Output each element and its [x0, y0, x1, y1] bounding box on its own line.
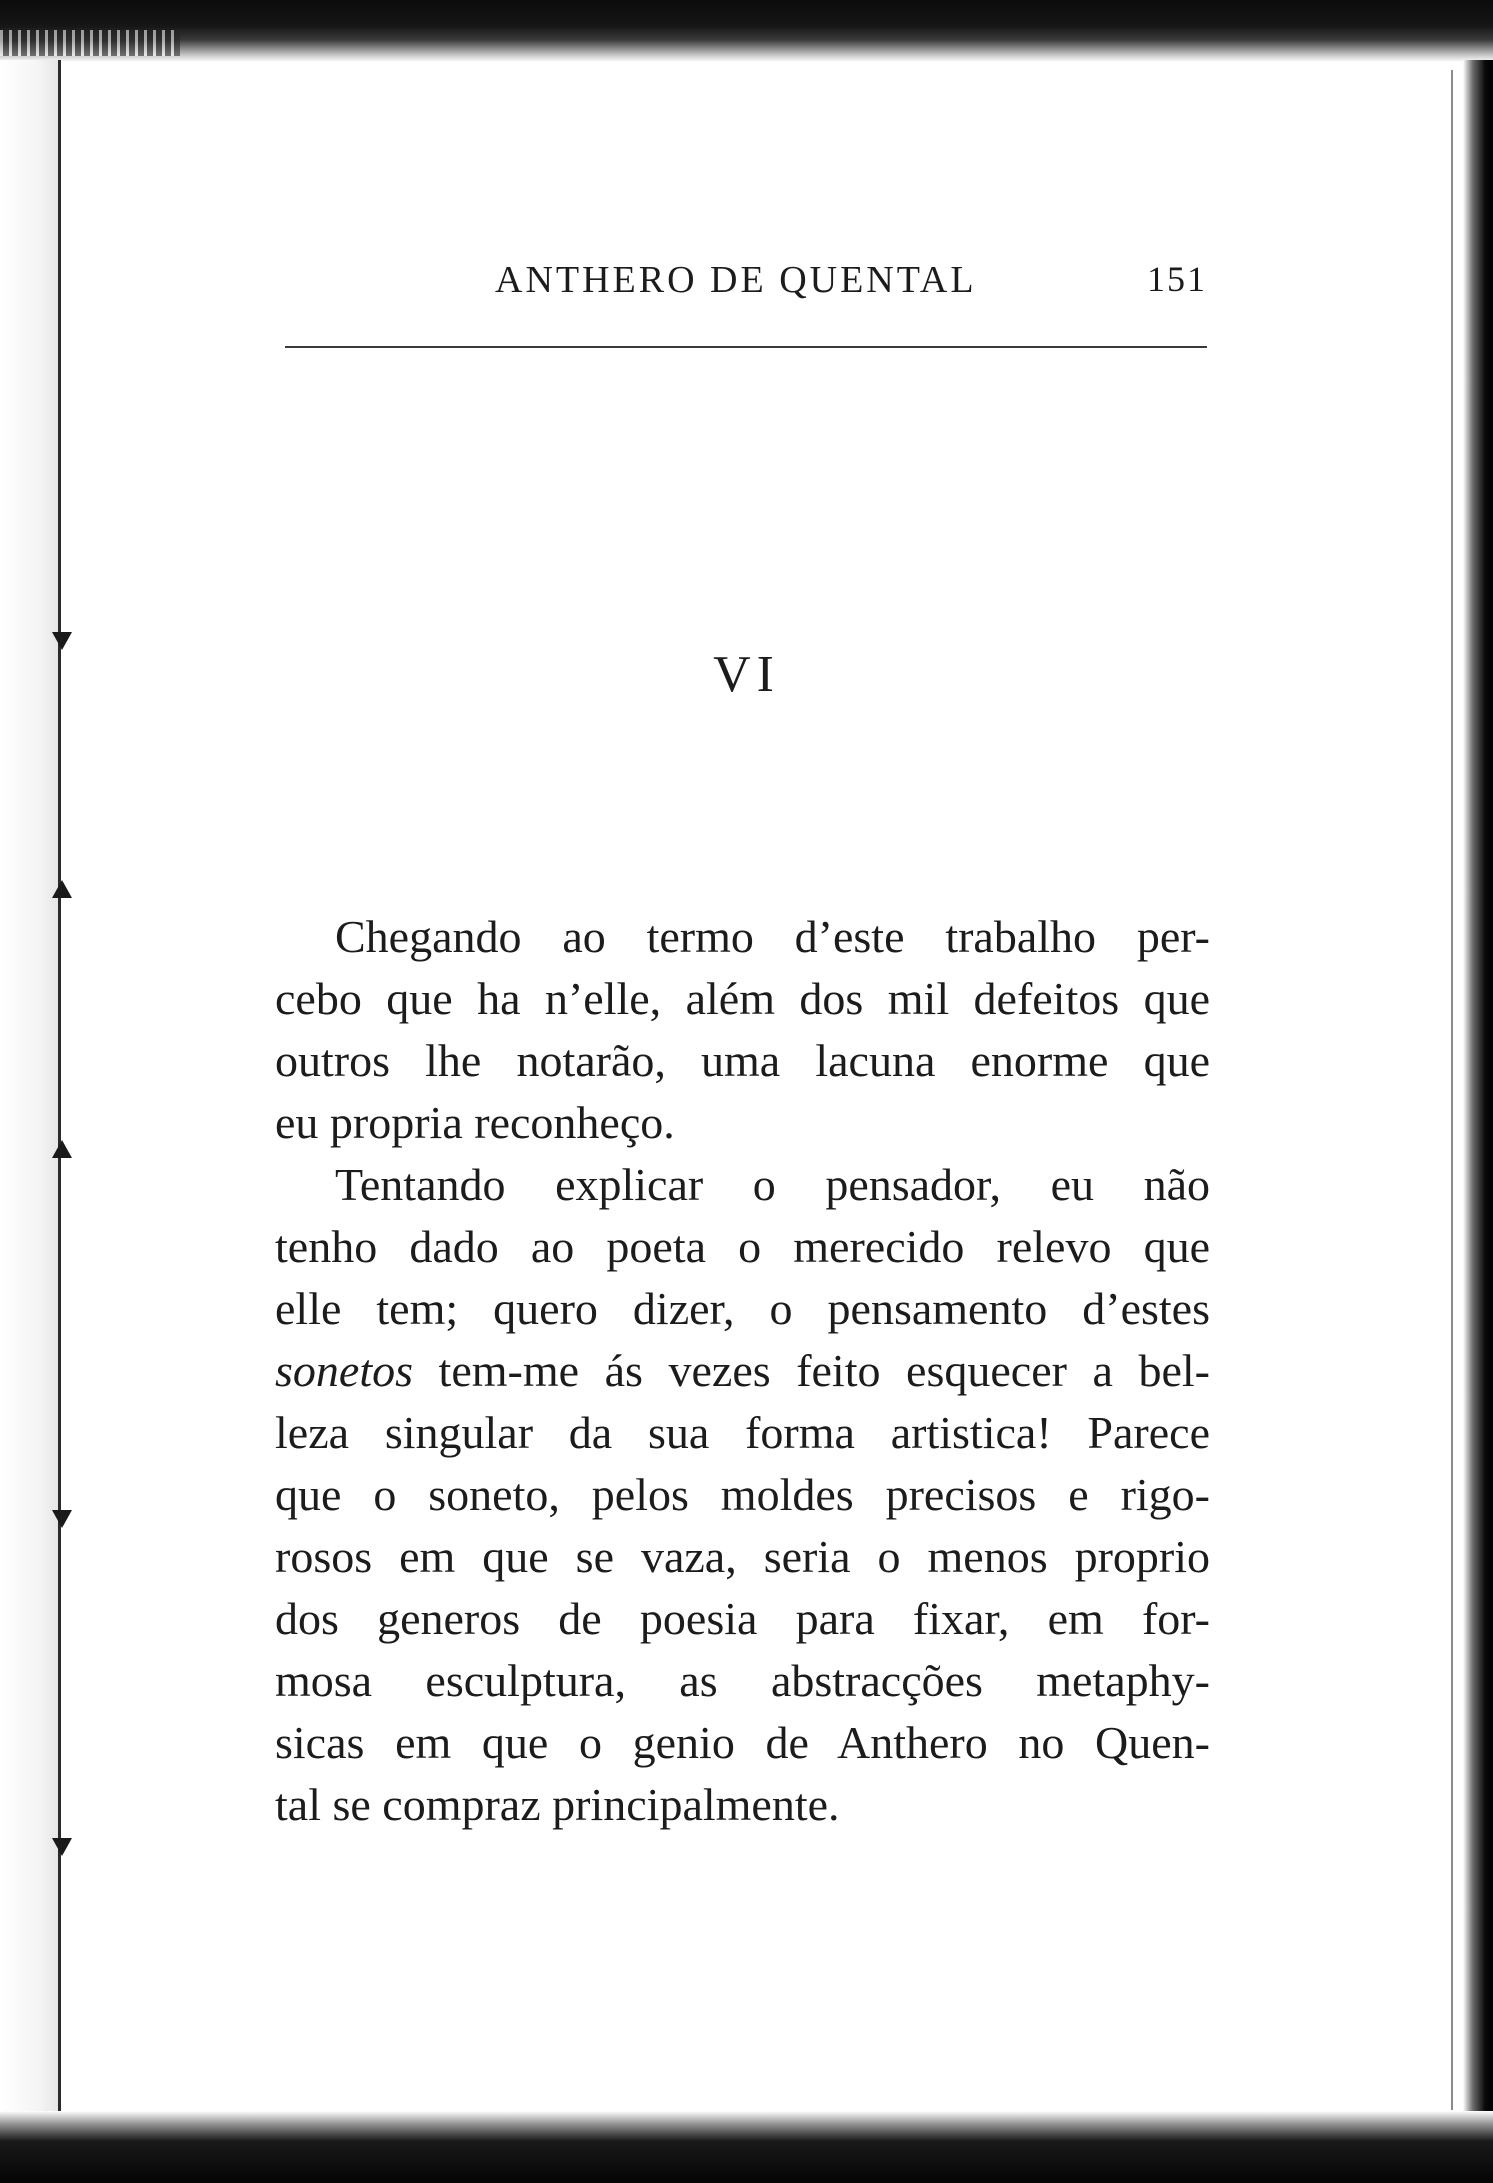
paragraph	[275, 906, 1210, 1154]
text-line: cebo que ha n’elle, além dos mil defeitos que	[275, 973, 1210, 1024]
binding-mark	[52, 1838, 72, 1856]
page-number: 151	[1147, 259, 1207, 299]
binding-mark	[52, 1510, 72, 1528]
text-line: que o soneto, pelos moldes precisos e rigo-	[275, 1469, 1210, 1520]
binding-mark	[52, 880, 72, 898]
text-line: tal se compraz principalmente.	[275, 1779, 840, 1830]
text-line: Tentando explicar o pensador, eu não	[335, 1159, 1210, 1210]
binding-mark	[52, 1140, 72, 1158]
text-line: eu propria reconheço.	[275, 1097, 675, 1148]
italic-word: sonetos	[275, 1345, 413, 1396]
body-text	[275, 906, 1210, 1836]
running-title: ANTHERO DE QUENTAL	[495, 259, 977, 301]
scan-right-edge-line	[1451, 70, 1453, 2110]
text-line: sicas em que o genio de Anthero no Quen-	[275, 1717, 1210, 1768]
scan-left-edge-line	[58, 60, 61, 2120]
header-rule	[285, 346, 1207, 348]
scan-right-edge	[1463, 60, 1493, 2120]
text-line: outros lhe notarão, uma lacuna enorme que	[275, 1035, 1210, 1086]
scan-bottom-edge	[0, 2111, 1493, 2183]
chapter-heading: VI	[713, 646, 780, 703]
text-line: tenho dado ao poeta o merecido relevo que	[275, 1221, 1210, 1272]
text-fragment: tem-me ás vezes feito esquecer a bel-	[413, 1345, 1210, 1396]
text-line	[275, 1340, 1210, 1402]
text-line: mosa esculptura, as abstracções metaphy-	[275, 1655, 1210, 1706]
running-head	[285, 252, 1207, 312]
text-line: dos generos de poesia para fixar, em for-	[275, 1593, 1210, 1644]
scan-top-streak	[0, 30, 180, 56]
text-line: Chegando ao termo d’este trabalho per-	[335, 911, 1210, 962]
scan-left-margin	[0, 60, 58, 2120]
text-line: elle tem; quero dizer, o pensamento d’estes	[275, 1283, 1210, 1334]
scan-top-edge	[0, 0, 1493, 62]
paragraph	[275, 1154, 1210, 1836]
text-line: leza singular da sua forma artistica! Parece	[275, 1407, 1210, 1458]
text-line: rosos em que se vaza, seria o menos proprio	[275, 1531, 1210, 1582]
